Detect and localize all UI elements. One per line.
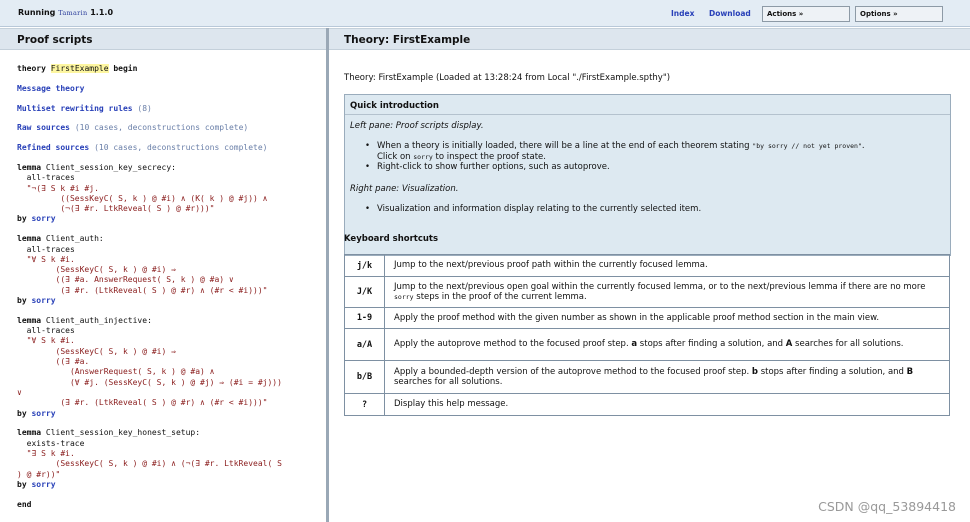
- lemma-line: "∀ S k #i.: [17, 336, 75, 346]
- shortcut-key: ?: [345, 394, 385, 416]
- proof-script-code: [17, 64, 322, 510]
- message-theory-link[interactable]: Message theory: [17, 83, 85, 93]
- by-keyword: by: [17, 479, 27, 489]
- msr-count: (8): [137, 103, 152, 113]
- shortcut-key: a/A: [345, 329, 385, 361]
- index-link[interactable]: Index: [671, 9, 695, 18]
- app-title: [18, 8, 113, 17]
- app-version: 1.1.0: [90, 8, 114, 17]
- lemma-line: (AnswerRequest( S, k ) @ #a) ∧: [17, 367, 215, 377]
- table-row: [345, 308, 950, 329]
- desc-text: stops after finding a solution, and: [758, 366, 907, 377]
- msr-link[interactable]: [17, 104, 152, 113]
- options-button[interactable]: Options »: [855, 6, 943, 22]
- lemma-name: Client_session_key_honest_setup:: [45, 428, 201, 438]
- by-keyword: by: [17, 408, 27, 418]
- bullet-text: to inspect the proof state.: [432, 151, 546, 162]
- lemma-line: exists-trace: [17, 438, 85, 448]
- bullet-visualization: • Visualization and information display relating to the currently selected item.: [365, 204, 945, 215]
- shortcut-description: Apply the proof method with the given number as shown in the applicable proof method section in the main view.: [385, 308, 950, 329]
- lemma-line: ((SessKeyC( S, k ) @ #i) ∧ (K( k ) @ #j)) ∧: [17, 193, 268, 203]
- app-title-running: Running: [18, 8, 56, 17]
- sorry-link[interactable]: sorry: [31, 408, 56, 418]
- lemma-name: Client_auth:: [45, 234, 104, 244]
- by-keyword: by: [17, 214, 27, 224]
- raw-sources-link[interactable]: [17, 123, 248, 132]
- left-pane-bullets: [365, 141, 945, 173]
- theory-header: Theory: FirstExample: [329, 28, 970, 50]
- desc-bold: A: [785, 339, 793, 350]
- keyboard-shortcuts-title: Keyboard shortcuts: [344, 234, 439, 244]
- desc-code: sorry: [394, 293, 414, 301]
- lemma-line: all-traces: [17, 244, 75, 254]
- lemma-line: all-traces: [17, 326, 75, 336]
- shortcut-key: 1-9: [345, 308, 385, 329]
- msr-label: Multiset rewriting rules: [17, 103, 133, 113]
- lemma-block-2: [17, 234, 267, 305]
- desc-bold: B: [906, 366, 914, 377]
- shortcut-description: Jump to the next/previous proof path within the currently focused lemma.: [385, 255, 950, 277]
- begin-keyword: begin: [113, 64, 138, 73]
- lemma-line: (SessKeyC( S, k ) @ #i) ⇒: [17, 346, 176, 356]
- table-row: [345, 277, 950, 308]
- lemma-line: "∃ S k #i.: [17, 448, 75, 458]
- lemma-line: (∀ #j. (SessKeyC( S, k ) @ #j) ⇒ (#i = #j))): [17, 377, 282, 387]
- refined-sources-link[interactable]: [17, 143, 267, 152]
- lemma-line: "∀ S k #i.: [17, 254, 75, 264]
- lemma-line: (¬(∃ #r. LtkReveal( S ) @ #r)))": [17, 204, 215, 214]
- lemma-line: (∃ #r. (LtkReveal( S ) @ #r) ∧ (#r < #i)))": [17, 398, 268, 408]
- lemma-name: Client_auth_injective:: [45, 315, 152, 325]
- right-pane-caption: Right pane: Visualization.: [350, 184, 459, 194]
- shortcut-key: b/B: [345, 361, 385, 394]
- actions-button[interactable]: Actions »: [762, 6, 850, 22]
- quick-introduction-title: Quick introduction: [350, 101, 439, 111]
- shortcut-description: [385, 329, 950, 361]
- lemma-keyword: lemma: [17, 428, 42, 438]
- left-pane-caption: Left pane: Proof scripts display.: [350, 121, 484, 131]
- bullet-right-click: • Right-click to show further options, such as autoprove.: [365, 162, 945, 173]
- lemma-line: "¬(∃ S k #i #j.: [17, 183, 99, 193]
- lemma-keyword: lemma: [17, 234, 42, 244]
- refined-sources-info: (10 cases, deconstructions complete): [94, 143, 268, 153]
- bullet-code: sorry: [413, 152, 433, 161]
- desc-text: stops after finding a solution, and: [637, 339, 786, 350]
- lemma-line: (SessKeyC( S, k ) @ #i) ⇒: [17, 265, 176, 275]
- desc-text: searches for all solutions.: [792, 339, 904, 350]
- top-bar: [0, 0, 970, 27]
- desc-text: Apply a bounded-depth version of the autoprove method to the focused proof step.: [394, 366, 752, 377]
- keyboard-shortcuts-table: [344, 254, 950, 416]
- raw-sources-label: Raw sources: [17, 123, 70, 133]
- shortcut-description: [385, 277, 950, 308]
- lemma-name: Client_session_key_secrecy:: [45, 162, 176, 172]
- lemma-line: ) @ #r))": [17, 469, 61, 479]
- bullet-code: "by sorry // not yet proven": [752, 142, 862, 150]
- right-pane-bullets: [365, 204, 945, 215]
- refined-sources-label: Refined sources: [17, 143, 90, 153]
- lemma-block-4: [17, 428, 282, 488]
- bullet-initial-load: [365, 141, 945, 162]
- download-link[interactable]: Download: [709, 9, 751, 18]
- shortcut-key: j/k: [345, 255, 385, 277]
- table-row: [345, 361, 950, 394]
- theory-keyword: theory: [17, 64, 46, 73]
- loaded-info: Theory: FirstExample (Loaded at 13:28:24 from Local "./FirstExample.spthy"): [344, 73, 671, 83]
- bullet-text: Click on: [377, 151, 414, 162]
- by-keyword: by: [17, 296, 27, 306]
- app-brand: Tamarin: [58, 9, 88, 17]
- desc-text: Jump to the next/previous open goal within the currently focused lemma, or to the next/previous lemma if there are no more: [394, 281, 926, 292]
- lemma-line: all-traces: [17, 173, 75, 183]
- desc-text: Apply the autoprove method to the focused proof step.: [394, 339, 632, 350]
- shortcut-description: Display this help message.: [385, 394, 950, 416]
- lemma-line: ∨: [17, 387, 22, 397]
- desc-bold: a: [631, 339, 638, 350]
- desc-bold: b: [751, 366, 758, 377]
- lemma-line: ((∃ #a.: [17, 357, 90, 367]
- lemma-line: (∃ #r. (LtkReveal( S ) @ #r) ∧ (#r < #i)))": [17, 285, 268, 295]
- lemma-line: ((∃ #a. AnswerRequest( S, k ) @ #a) ∨: [17, 275, 234, 285]
- table-row: [345, 329, 950, 361]
- lemma-keyword: lemma: [17, 162, 42, 172]
- theory-name: FirstExample: [50, 64, 109, 73]
- proof-scripts-header: Proof scripts: [0, 28, 326, 50]
- table-row: [345, 394, 950, 416]
- watermark: CSDN @qq_53894418: [818, 499, 956, 514]
- sorry-link[interactable]: sorry: [31, 214, 56, 224]
- sorry-link[interactable]: sorry: [31, 296, 56, 306]
- lemma-line: (SessKeyC( S, k ) @ #i) ∧ (¬(∃ #r. LtkReveal( S: [17, 459, 282, 469]
- bullet-text: .: [861, 141, 865, 151]
- bullet-text: When a theory is initially loaded, there will be a line at the end of each theorem stating: [377, 141, 753, 151]
- table-row: [345, 255, 950, 277]
- shortcut-key: J/K: [345, 277, 385, 308]
- visualization-pane: [329, 28, 970, 522]
- end-keyword: end: [17, 499, 32, 509]
- lemma-block-1: [17, 163, 267, 223]
- intro-separator: [345, 114, 950, 115]
- sorry-link[interactable]: sorry: [31, 479, 56, 489]
- quick-introduction-box: [344, 94, 951, 256]
- raw-sources-info: (10 cases, deconstructions complete): [74, 123, 249, 133]
- desc-text: searches for all solutions.: [394, 377, 503, 387]
- desc-text: steps in the proof of the current lemma.: [413, 292, 587, 302]
- lemma-block-3: [17, 316, 282, 418]
- lemma-keyword: lemma: [17, 315, 42, 325]
- proof-scripts-pane: [0, 28, 326, 522]
- shortcut-description: [385, 361, 950, 394]
